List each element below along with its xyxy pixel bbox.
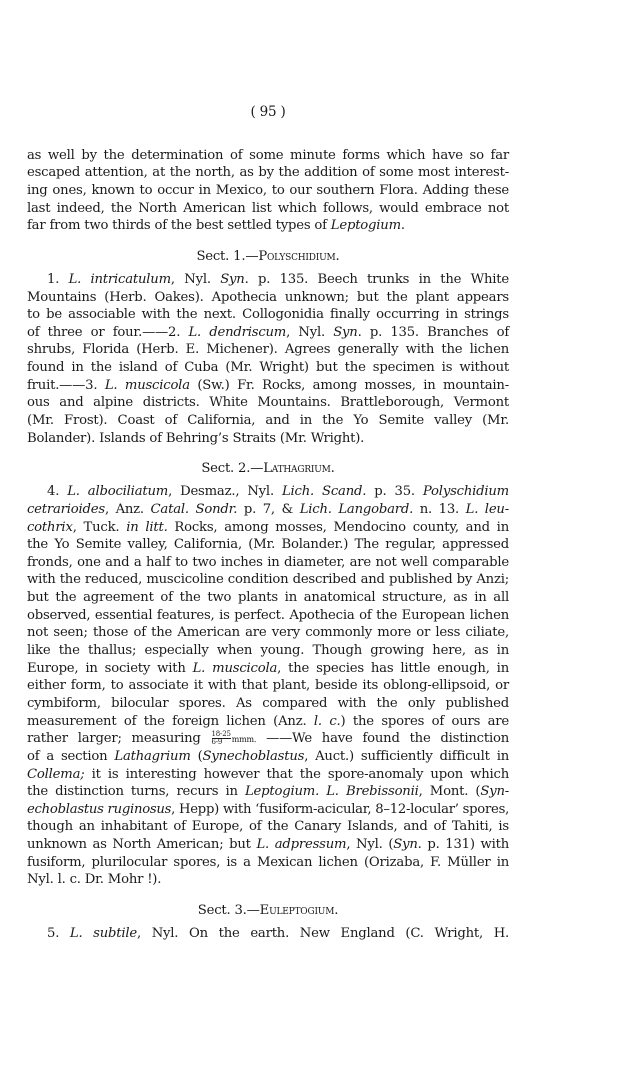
text-line: shrubs, Florida (Herb. E. Michener). Agrees generally with the lichen — [27, 342, 509, 358]
text-line: Collema; it is interesting however that the spore-anomaly upon which — [27, 766, 509, 782]
text-line: of a section Lathagrium (Synechoblastus, Auct.) sufficiently difficult in — [27, 748, 509, 764]
text-line: 4. L. albociliatum, Desmaz., Nyl. Lich. Scand. p. 35. Polyschidium — [47, 484, 509, 500]
text-line: last indeed, the North American list which follows, would embrace not — [27, 200, 509, 216]
section-1-paragraph — [27, 271, 509, 447]
text-line: but the agreement of the two plants in anatomical structure, as in all — [27, 590, 509, 606]
text-line: Mountains (Herb. Oakes). Apothecia unknown; but the plant appears — [27, 289, 509, 305]
page-number: ( 95 ) — [250, 104, 286, 120]
text-line: though an inhabitant of Europe, of the Canary Islands, and of Tahiti, is — [27, 819, 509, 835]
text-line: fronds, one and a half to two inches in diameter, are not well comparable — [27, 554, 509, 570]
text-line: (Mr. Frost). Coast of California, and in the Yo Semite valley (Mr. — [27, 412, 509, 428]
text-line: with the reduced, muscicoline condition described and published by Anzi; — [27, 572, 509, 588]
document-page — [27, 104, 509, 943]
text-line: Bolander). Islands of Behring’s Straits (Mr. Wright). — [27, 430, 365, 446]
section-heading-3: Sect. 3.—Euleptogium. — [197, 903, 339, 918]
text-line: 1. L. intricatulum, Nyl. Syn. p. 135. Beech trunks in the White — [47, 271, 509, 287]
genus-name: Leptogium — [330, 218, 401, 234]
text-line: rather larger; measuring $\frac{18-25}{6-9}$ mmm. ——We have found the distinction — [27, 730, 509, 747]
text-line: cetrarioides, Anz. Catal. Sondr. p. 7, & Lich. Langobard. n. 13. L. leu- — [27, 501, 509, 517]
text-line: ing ones, known to occur in Mexico, to our southern Flora. Adding these — [27, 182, 509, 198]
text-line: Europe, in society with L. muscicola, the species has little enough, in — [27, 660, 509, 676]
text-line: either form, to associate it with that plant, beside its oblong-ellipsoid, or — [27, 678, 509, 694]
text-line: fusiform, plurilocular spores, is a Mexican lichen (Orizaba, F. Müller in — [27, 854, 509, 870]
text-line: far from two thirds of the best settled types of Leptogium. — [27, 218, 405, 234]
text-line: found in the island of Cuba (Mr. Wright) but the specimen is without — [27, 360, 509, 376]
section-heading-1: Sect. 1.—Polyschidium. — [196, 248, 340, 264]
text-line: like the thallus; especially when young. Though growing here, as in — [27, 643, 509, 659]
text-line: cymbiform, bilocular spores. As compared with the only published — [27, 695, 509, 711]
section-3-paragraph — [27, 925, 509, 943]
spore-measurement-fraction: $\frac{18-25}{6-9}$ — [211, 730, 231, 747]
text-line: not seen; those of the American are very commonly more or less ciliate, — [27, 625, 509, 641]
text-line: 5. L. subtile, Nyl. On the earth. New England (C. Wright, H. — [47, 926, 509, 941]
text-line: observed, essential features, is perfect. Apothecia of the European lichen — [27, 607, 509, 623]
text-line: fruit.——3. L. muscicola (Sw.) Fr. Rocks, among mosses, in mountain- — [27, 377, 509, 393]
text-line: Nyl. l. c. Dr. Mohr !). — [27, 872, 162, 888]
section-heading-2: Sect. 2.—Lathagrium. — [201, 461, 335, 477]
text-line: to be associable with the next. Collogonidia finally occurring in strings — [27, 307, 509, 323]
text-line: as well by the determination of some minute forms which have so far — [27, 147, 509, 163]
text-line: escaped attention, at the north, as by the addition of some most interest- — [27, 165, 509, 181]
text-line: measurement of the foreign lichen (Anz. l. c.) the spores of ours are — [27, 713, 509, 729]
intro-paragraph — [27, 147, 509, 235]
text-line: of three or four.——2. L. dendriscum, Nyl. Syn. p. 135. Branches of — [27, 324, 509, 340]
text-line: ous and alpine districts. White Mountains. Brattleborough, Vermont — [27, 395, 509, 411]
text-line: echoblastus ruginosus, Hepp) with ‘fusiform-acicular, 8–12-locular’ spores, — [27, 801, 510, 817]
text-line: the distinction turns, recurs in Leptogium. L. Brebissonii, Mont. (Syn- — [27, 784, 509, 800]
text-line: cothrix, Tuck. in litt. Rocks, among mosses, Mendocino county, and in — [27, 519, 509, 535]
section-2-paragraph — [27, 483, 509, 889]
text-line: unknown as North American; but L. adpressum, Nyl. (Syn. p. 131) with — [27, 837, 509, 853]
text-line: the Yo Semite valley, California, (Mr. Bolander.) The regular, appressed — [27, 537, 509, 553]
